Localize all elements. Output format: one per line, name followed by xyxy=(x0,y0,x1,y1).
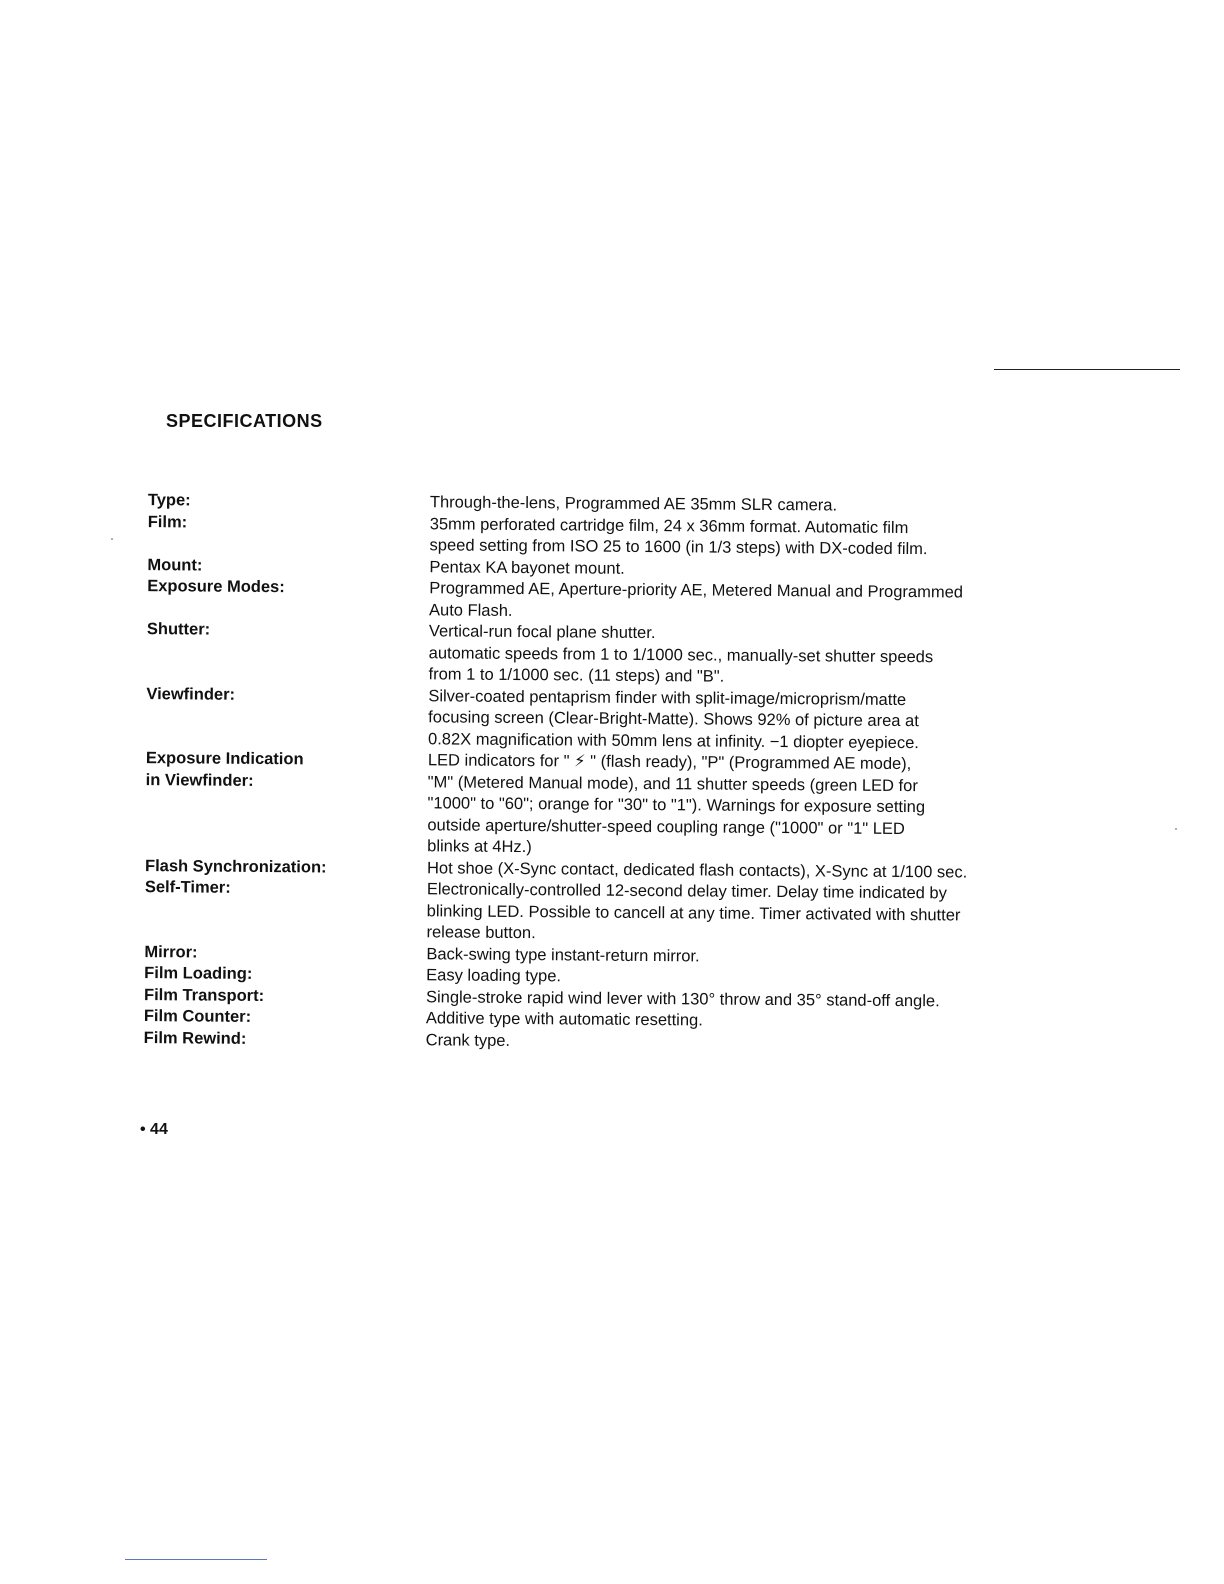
spec-value xyxy=(429,514,1127,562)
spec-value-line: Easy loading type. xyxy=(426,966,562,986)
spec-value xyxy=(429,578,1127,626)
spec-value-line: outside aperture/shutter-speed coupling range ("1000" or "1" LED xyxy=(427,815,905,838)
spec-value-line: 0.82X magnification with 50mm lens at infinity. −1 diopter eyepiece. xyxy=(427,729,919,752)
spec-value xyxy=(428,686,1126,756)
spec-value-line: Silver-coated pentaprism finder with split-image/microprism/matte xyxy=(428,686,907,709)
spec-value-line: blinks at 4Hz.) xyxy=(427,837,532,857)
spec-label: Type: xyxy=(147,491,191,510)
spec-value xyxy=(427,750,1126,863)
spec-value-line: Vertical-run focal plane shutter. xyxy=(428,622,656,643)
spec-value-line: "1000" to "60"; orange for "30" to "1"). Warnings for exposure setting xyxy=(427,794,926,817)
spec-label: Shutter: xyxy=(146,620,211,639)
spec-row xyxy=(137,576,1127,627)
page-title: SPECIFICATIONS xyxy=(166,411,323,431)
spec-label: Mirror: xyxy=(144,942,198,961)
spec-label: Film Counter: xyxy=(143,1007,252,1026)
spec-row xyxy=(135,748,1126,863)
footer-rule xyxy=(125,1559,267,1560)
spec-row xyxy=(137,511,1127,562)
spec-value-line: speed setting from ISO 25 to 1600 (in 1/3 steps) with DX-coded film. xyxy=(429,536,928,559)
spec-label: Exposure Indication in Viewfinder: xyxy=(145,749,304,790)
spec-label: Viewfinder: xyxy=(146,684,236,704)
spec-value-line: blinking LED. Possible to cancell at any time. Timer activated with shutter xyxy=(426,901,961,924)
spec-value-line: Electronically-controlled 12-second delay timer. Delay time indicated by xyxy=(426,880,947,903)
spec-value-line: Back-swing type instant-return mirror. xyxy=(426,944,700,965)
spec-value-line: 35mm perforated cartridge film, 24 x 36mm format. Automatic film xyxy=(429,514,909,537)
scan-speck xyxy=(111,538,113,540)
spec-value-line: Crank type. xyxy=(425,1030,511,1050)
page-number: • 44 xyxy=(140,1121,168,1138)
spec-value-line: focusing screen (Clear-Bright-Matte). Shows 92% of picture area at xyxy=(428,708,919,731)
spec-label: Exposure Modes: xyxy=(147,577,285,597)
header-rule xyxy=(994,369,1180,370)
spec-label: Film Loading: xyxy=(144,964,253,983)
spec-table xyxy=(134,490,1128,1057)
spec-value-line: Additive type with automatic resetting. xyxy=(425,1009,703,1030)
spec-label: Flash Synchronization: xyxy=(144,856,327,876)
spec-value xyxy=(426,879,1124,949)
spec-value-line: Hot shoe (X-Sync contact, dedicated flash contacts), X-Sync at 1/100 sec. xyxy=(426,858,968,882)
spec-value-line: Programmed AE, Aperture-priority AE, Metered Manual and Programmed xyxy=(429,579,964,602)
spec-label: Film Rewind: xyxy=(143,1028,247,1048)
spec-label: Film: xyxy=(147,512,188,531)
spec-value-line: Auto Flash. xyxy=(428,600,513,620)
spec-row xyxy=(136,619,1126,691)
scan-speck xyxy=(1175,828,1177,830)
spec-value xyxy=(428,621,1126,691)
spec-row xyxy=(136,683,1126,755)
spec-value-line: release button. xyxy=(426,923,536,943)
spec-value-line: LED indicators for " ⚡ " (flash ready), "P" (Programmed AE mode), xyxy=(427,751,912,774)
spec-value-line: Through-the-lens, Programmed AE 35mm SLR camera. xyxy=(429,493,838,515)
spec-label: Film Transport: xyxy=(143,985,265,1005)
spec-value-line: "M" (Metered Manual mode), and 11 shutter speeds (green LED for xyxy=(427,772,918,795)
spec-row xyxy=(134,877,1124,949)
spec-value-line: automatic speeds from 1 to 1/1000 sec., manually-set shutter speeds xyxy=(428,643,934,666)
spec-label: Self-Timer: xyxy=(144,878,231,897)
spec-label: Mount: xyxy=(147,555,203,575)
spec-value xyxy=(426,1030,1124,1057)
spec-value-line: Single-stroke rapid wind lever with 130° throw and 35° stand-off angle. xyxy=(425,987,940,1010)
spec-value-line: from 1 to 1/1000 sec. (11 steps) and "B". xyxy=(428,665,725,686)
spec-value-line: Pentax KA bayonet mount. xyxy=(429,557,625,578)
